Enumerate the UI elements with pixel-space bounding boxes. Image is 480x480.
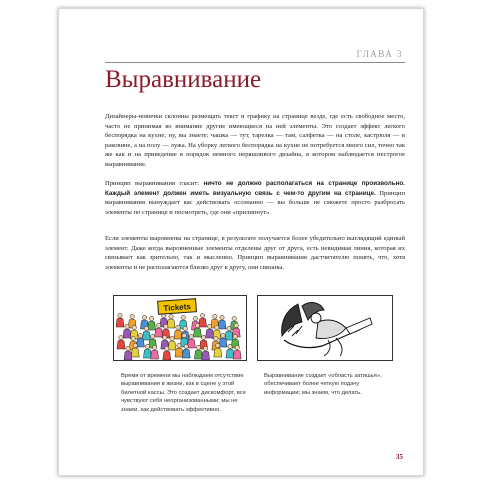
crowd-person-body xyxy=(206,329,214,338)
crowd-person-head xyxy=(184,344,188,348)
crowd-person-head xyxy=(214,336,218,340)
crowd-person-head xyxy=(201,335,205,339)
crowd-person-head xyxy=(119,335,123,339)
crowd-person-head xyxy=(149,316,153,320)
paragraph-principle xyxy=(105,179,405,217)
crowd-person-head xyxy=(220,315,224,319)
crowd-person-head xyxy=(133,343,137,347)
principle-tail: Принцип выравнивания вынуждает вас действовать осознанно — вы больше не сможете просто разбросать элементы по странице и посмотреть, где они «прилипнут». xyxy=(105,189,405,216)
crowd-person-head xyxy=(193,316,197,320)
angel-engraving-illustration xyxy=(257,295,393,361)
crowd-person-body xyxy=(131,348,139,357)
crowd-person-body xyxy=(116,318,124,327)
principle-rule-bold: ничто не должно располагаться на странице произвольно. Каждый элемент должен иметь визуальную связь с чем-то другим на странице. xyxy=(105,180,405,197)
crowd-person-head xyxy=(138,333,142,337)
crowd-person-head xyxy=(130,314,134,318)
crowd-person-body xyxy=(163,351,171,360)
crowd-person-head xyxy=(125,324,129,328)
crowd-person-head xyxy=(195,323,199,327)
crowd-person-head xyxy=(164,324,168,328)
header-rule xyxy=(105,62,405,63)
angel-drawing xyxy=(258,296,392,360)
crowd-person-head xyxy=(145,344,149,348)
crowd-person-head xyxy=(221,333,225,337)
crowd-person-body xyxy=(193,328,201,337)
crowd-person-body xyxy=(194,350,202,359)
paragraph-alignment: Если элементы выровнены на странице, в результате получается более убедительно выглядящий единый элемент. Даже когда выровненные элементы отделены друг от друга, есть невидимая линия, которая их связывает как зрительно, так и мысленно. Принцип выравнивания дастчитателю понять, что, хотя элементы и не располагаются близко друг к другу, они связаны. xyxy=(105,235,405,271)
ticket-queue-illustration xyxy=(113,295,247,361)
figure-caption-tickets: Время от времени мы наблюдаем отсутствие выравнивания в жизни, как в сцене у этой билетной кассы. Это создает дискомфорт, все чувствуют себя неорганизованными; мы не знаем, как действовать эффективно. xyxy=(121,373,246,413)
chapter-label: ГЛАВА 3 xyxy=(356,49,403,59)
crowd-person-head xyxy=(234,323,238,327)
paragraph-intro: Дизайнеры-новички склонны размещать текст и графику на странице везде, где есть свободное место, часто не принимая во внимание другие имеющиеся на ней элементы. Это создает эффект легкого беспорядка на кухне; ну, вы знаете: чашка — тут, тарелка — там, салфетка — на столе, кастрюля — в раковине, а на полу — лужа. На уборку легкого беспорядка на кухне не потребуется много сил, точно так же как и на приведение в порядок немного неряшливого дизайна, в котором наблюдается нестрогое выравнивание. xyxy=(105,113,405,168)
crowd-person-body xyxy=(117,340,125,349)
crowd-person-head xyxy=(118,313,122,317)
crowd-person-head xyxy=(213,314,217,318)
crowd-person-body xyxy=(225,331,233,340)
page-title: Выравнивание xyxy=(105,66,262,93)
crowd-person-head xyxy=(181,315,185,319)
crowd-person-head xyxy=(182,333,186,337)
crowd-person-head xyxy=(200,313,204,317)
crowd-figures xyxy=(116,313,241,360)
crowd-person-body xyxy=(124,351,132,360)
crowd-person-body xyxy=(142,331,150,340)
crowd-person-head xyxy=(227,326,231,330)
crowd-person-head xyxy=(215,325,219,329)
crowd-person-head xyxy=(176,325,180,329)
crowd-drawing xyxy=(114,296,246,360)
crowd-person-body xyxy=(214,348,222,357)
book-page xyxy=(58,8,424,476)
crowd-person-head xyxy=(177,343,181,347)
crowd-person-head xyxy=(126,346,130,350)
crowd-person-head xyxy=(203,346,207,350)
crowd-person-head xyxy=(156,323,160,327)
crowd-person-head xyxy=(196,345,200,349)
crowd-person-head xyxy=(169,314,173,318)
crowd-person-body xyxy=(182,349,190,358)
crowd-person-head xyxy=(170,336,174,340)
crowd-person-body xyxy=(143,349,151,358)
crowd-person-head xyxy=(183,326,187,330)
crowd-person-body xyxy=(175,348,183,357)
crowd-person-body xyxy=(151,350,159,359)
crowd-person-head xyxy=(207,324,211,328)
crowd-person-head xyxy=(235,345,239,349)
crowd-person-head xyxy=(189,334,193,338)
crowd-person-body xyxy=(226,349,234,358)
figure-caption-angel: Выравнивание создает «область затишья», обеспечивает более четкую подачу информации; мы знаем, что делать. xyxy=(264,373,382,396)
crowd-person-head xyxy=(152,345,156,349)
crowd-person-head xyxy=(233,334,237,338)
crowd-person-head xyxy=(216,343,220,347)
crowd-person-head xyxy=(163,335,167,339)
crowd-person-head xyxy=(232,316,236,320)
crowd-person-body xyxy=(155,328,163,337)
principle-lead: Принцип выравнивания гласит: xyxy=(105,180,204,187)
crowd-person-body xyxy=(233,350,241,359)
crowd-person-head xyxy=(132,325,136,329)
crowd-person-body xyxy=(202,351,210,360)
crowd-person-body xyxy=(123,329,131,338)
crowd-person-head xyxy=(228,344,232,348)
crowd-person-head xyxy=(142,315,146,319)
tickets-sign-label: Tickets xyxy=(163,302,192,313)
crowd-person-head xyxy=(131,336,135,340)
crowd-person-head xyxy=(165,346,169,350)
crowd-person-head xyxy=(150,334,154,338)
crowd-person-body xyxy=(174,330,182,339)
crowd-person-head xyxy=(144,326,148,330)
page-number: 35 xyxy=(396,453,403,461)
